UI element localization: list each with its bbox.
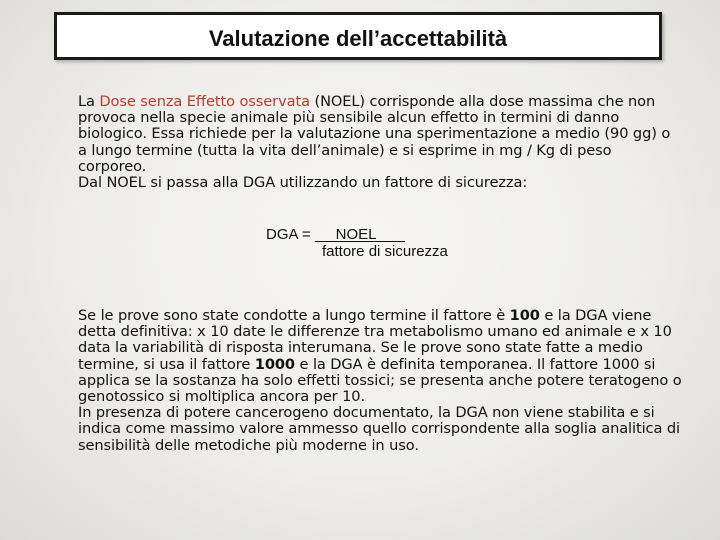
dga-intro-line: Dal NOEL si passa alla DGA utilizzando un fattore di sicurezza: — [78, 174, 528, 192]
noel-definition-paragraph — [78, 94, 683, 175]
title-box — [54, 12, 662, 60]
p2-text-end: e la DGA è definita temporanea. Il fattore 1000 si applica se la sostanza ha solo effetti tossici; se presenta anche potere teratogeno o genotossico si moltiplica ancora per 10. — [78, 355, 682, 406]
formula-denominator: fattore di sicurezza — [322, 243, 448, 260]
p1-text-start: La — [78, 93, 100, 110]
factor-1000: 1000 — [254, 355, 295, 373]
p1-text-rest: (NOEL) corrisponde alla dose massima che non provoca nella specie animale più sensibile alcun effetto in termini di danno biologico. Essa richiede per la valutazione una sperimentazione a medio (90 gg) o a lungo termine (tutta la vita dell’animale) e si esprime in mg / Kg di peso corporeo. — [78, 93, 671, 175]
p2-text-mid: e la DGA viene detta definitiva: x 10 date le differenze tra metabolismo umano ed animale e x 10 data la variabilità di risposta interumana. Se le prove sono state fatte a medio termine, si usa il fattore — [78, 307, 672, 373]
noel-term-highlight: Dose senza Effetto osservata — [99, 93, 310, 110]
p2-text-start: Se le prove sono state condotte a lungo termine il fattore è — [78, 307, 510, 324]
factor-text — [78, 308, 683, 454]
intro-text — [78, 94, 683, 191]
formula-lhs: DGA = — [266, 226, 315, 243]
formula-top-row — [266, 226, 448, 243]
safety-factor-paragraph — [78, 308, 683, 405]
dga-formula — [266, 226, 448, 260]
factor-100: 100 — [509, 307, 540, 324]
slide-title: Valutazione dell’accettabilità — [208, 26, 508, 51]
carcinogen-paragraph: In presenza di potere cancerogeno documentato, la DGA non viene stabilita e si indica come massimo valore ammesso quello corrispondente alla soglia analitica di sensibilità delle metodiche più moderne in uso. — [78, 404, 680, 454]
formula-numerator: NOEL — [314, 226, 406, 243]
